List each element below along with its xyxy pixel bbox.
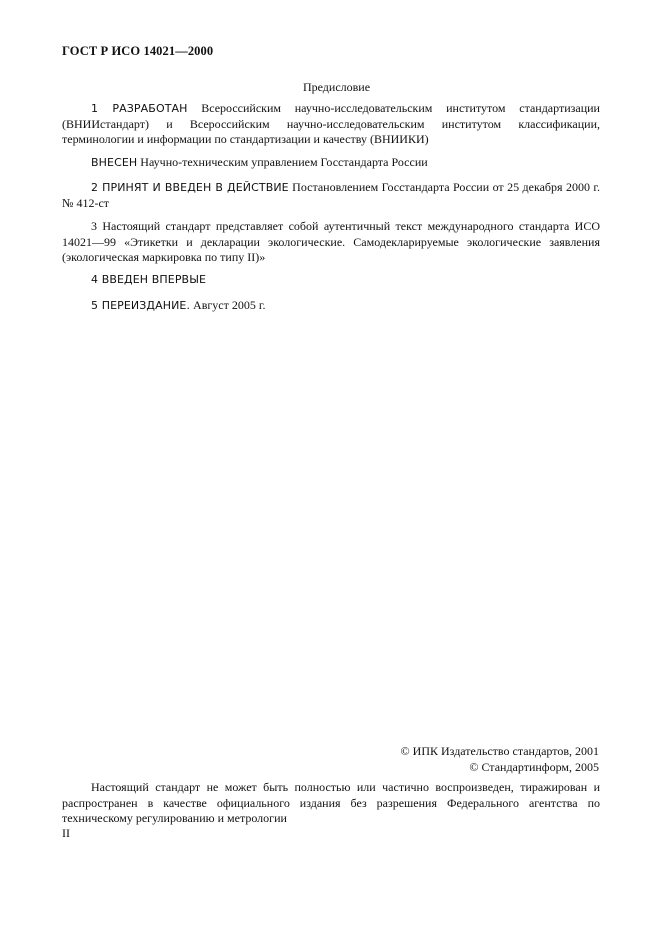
standard-code-header: ГОСТ Р ИСО 14021—2000 [62, 44, 214, 58]
preface-paragraph-first-introduced [62, 272, 600, 288]
reissue-text: Август 2005 г. [190, 298, 266, 312]
introduced-text: Научно-техническим управлением Госстандарта России [137, 155, 428, 169]
developed-caps-label: 1 РАЗРАБОТАН [91, 102, 188, 115]
adopted-text: Постановлением Госстандарта России от 25 декабря 2000 г. № 412-ст [62, 180, 600, 210]
reproduction-notice: Настоящий стандарт не может быть полностью или частично воспроизведен, тиражирован и распространен в качестве официального издания без разрешения Федерального агентства по техническому регулированию и метрологии [62, 780, 600, 825]
copyright-block [401, 744, 599, 775]
developed-text: Всероссийским научно-исследовательским институтом стандартизации (ВНИИстандарт) и Всероссийским научно-исследовательским институтом классификации, терминологии и информации по стандартизации и качеству (ВНИИКИ) [62, 101, 600, 146]
preface-paragraph-introduced [62, 155, 600, 171]
copyright-line-standartinform: © Стандартинформ, 2005 [469, 759, 599, 774]
preface-paragraph-reissue [62, 298, 600, 314]
first-introduced-caps-label: 4 ВВЕДЕН ВПЕРВЫЕ [91, 273, 207, 286]
introduced-caps-label: ВНЕСЕН [91, 156, 138, 169]
preface-paragraph-developed [62, 101, 600, 148]
adopted-caps-label: 2 ПРИНЯТ И ВВЕДЕН В ДЕЙСТВИЕ [91, 181, 289, 194]
authentic-text: 3 Настоящий стандарт представляет собой аутентичный текст международного стандарта ИСО 14021—99 «Этикетки и декларации экологические. Самодекларируемые экологические заявления (экологическая маркировка по типу II)» [62, 219, 600, 264]
preface-title: Предисловие [302, 80, 371, 94]
copyright-line-ipk: © ИПК Издательство стандартов, 2001 [400, 744, 599, 758]
page-number: II [62, 826, 70, 840]
preface-paragraph-authentic-text [62, 219, 600, 266]
preface-paragraph-adopted [62, 180, 600, 211]
reissue-caps-label: 5 ПЕРЕИЗДАНИЕ. [91, 299, 191, 312]
